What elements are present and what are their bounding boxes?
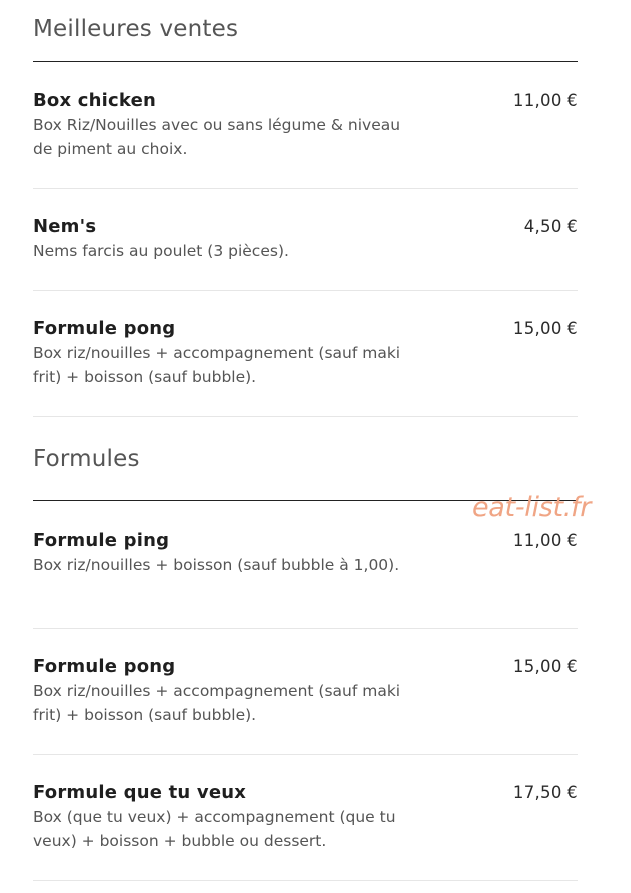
item-name: Formule ping <box>33 530 170 551</box>
menu-item-formule-pong-2[interactable] <box>33 655 578 755</box>
item-name: Nem's <box>33 216 97 237</box>
item-description: Nems farcis au poulet (3 pièces). <box>33 242 289 260</box>
item-description: Box riz/nouilles + accompagnement (sauf maki frit) + boisson (sauf bubble). <box>33 682 401 724</box>
item-description: Box riz/nouilles + boisson (sauf bubble à 1,00). <box>33 556 400 574</box>
item-name: Formule que tu veux <box>33 782 247 803</box>
item-name: Box chicken <box>33 90 156 111</box>
item-name: Formule pong <box>33 318 176 339</box>
item-description: Box Riz/Nouilles avec ou sans légume & niveau de piment au choix. <box>33 116 401 158</box>
menu-item-box-chicken[interactable] <box>33 89 578 189</box>
item-description: Box (que tu veux) + accompagnement (que tu veux) + boisson + bubble ou dessert. <box>33 808 396 850</box>
item-description: Box riz/nouilles + accompagnement (sauf maki frit) + boisson (sauf bubble). <box>33 344 401 386</box>
section-title-formules: Formules <box>33 446 140 472</box>
menu-item-formule-pong[interactable] <box>33 317 578 417</box>
section-divider <box>33 61 578 62</box>
menu-item-formule-que-tu-veux[interactable] <box>33 781 578 881</box>
item-price: 15,00 € <box>512 319 578 338</box>
watermark: eat-list.fr <box>472 492 592 523</box>
section-title-meilleures-ventes: Meilleures ventes <box>33 16 239 42</box>
item-name: Formule pong <box>33 656 176 677</box>
menu-item-formule-ping[interactable] <box>33 529 578 629</box>
item-price: 4,50 € <box>523 217 578 236</box>
item-price: 11,00 € <box>512 531 578 550</box>
item-price: 17,50 € <box>512 783 578 802</box>
menu-item-nems[interactable] <box>33 215 578 291</box>
item-price: 15,00 € <box>512 657 578 676</box>
item-price: 11,00 € <box>512 91 578 110</box>
